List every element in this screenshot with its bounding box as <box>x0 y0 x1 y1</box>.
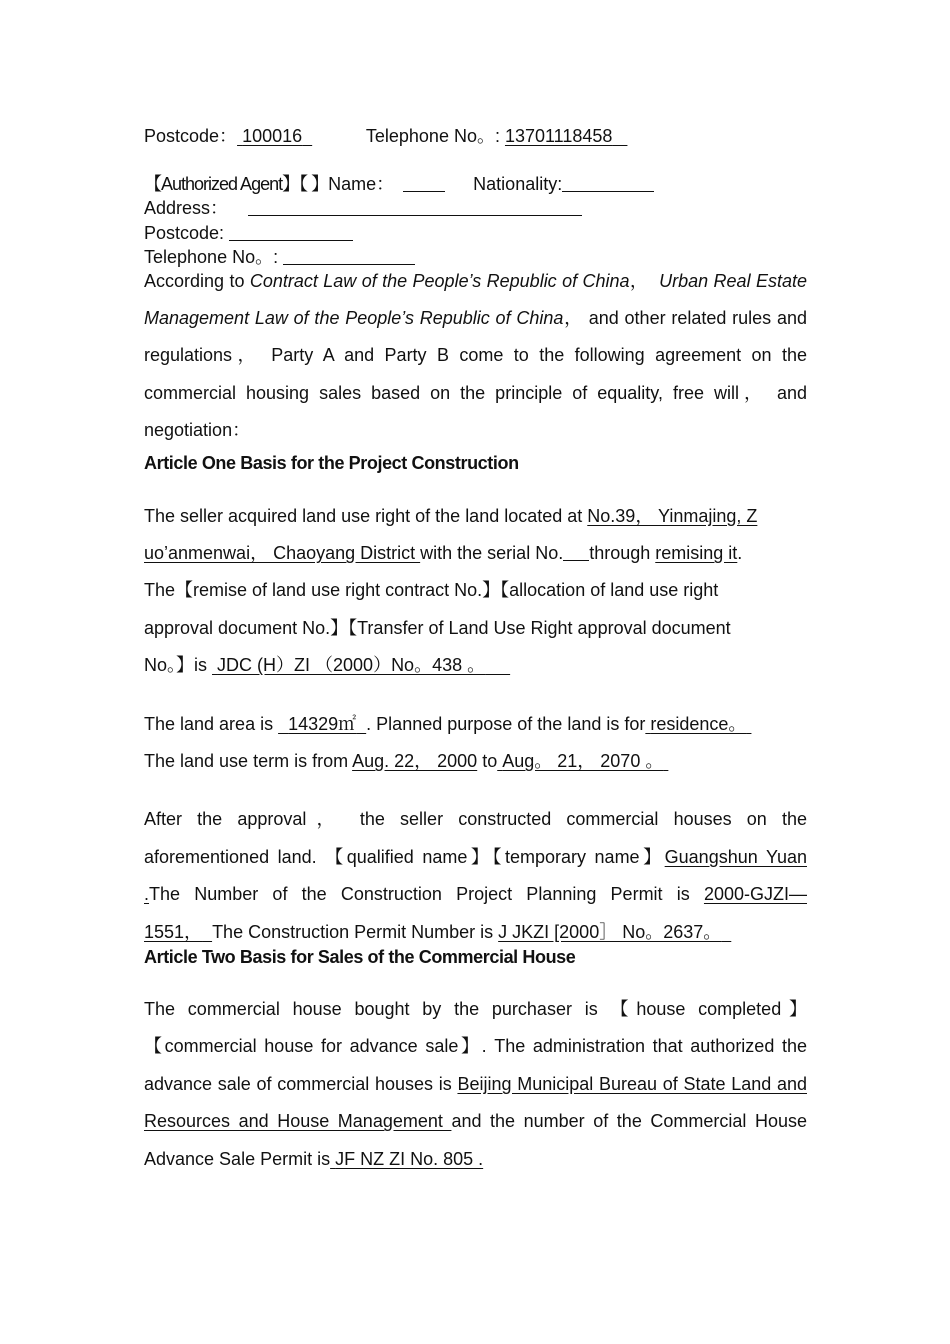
agent-name-line <box>144 172 807 197</box>
a1p3-text-2: The Number of the Construction Project Planning Permit is <box>149 884 704 905</box>
real-estate-law-title: Urban Real Estate Management Law of the People’s Republic of China <box>144 270 807 328</box>
intro-text-2: ， <box>629 270 649 291</box>
postcode-label: Postcode： <box>144 126 238 146</box>
a2-text-2: and the number of the Commercial House Advance Sale Permit is <box>144 1111 808 1169</box>
a1-line-2 <box>144 535 807 572</box>
agent-postcode-field[interactable] <box>229 222 353 241</box>
a1p3-text-1: After the approval， the seller constructed commercial houses on the aforementioned land. 【qualified name】【temporary name】 <box>144 809 807 867</box>
land-term-label: The land use term is from <box>144 750 353 771</box>
a2-text-1: The commercial house bought by the purchaser is 【house completed】【commercial house for advance sale】. The administration that authorized the advance sale of commercial houses is <box>144 999 807 1094</box>
agent-block <box>144 172 807 270</box>
article-one-para-3 <box>144 801 807 951</box>
advance-sale-permit-number: JF NZ ZI No. 805 . <box>335 1148 484 1169</box>
telephone-label: Telephone No。: <box>365 126 505 146</box>
agent-nationality-field[interactable] <box>562 173 654 192</box>
agent-address-field[interactable] <box>248 197 582 216</box>
article-two-para-1 <box>144 991 807 1178</box>
intro-text-1: According to <box>144 270 250 291</box>
a1-line-5 <box>144 647 807 684</box>
project-name: Guangshun Yuan . <box>144 846 807 905</box>
article-one-para-2 <box>144 706 807 781</box>
agent-address-label: Address： <box>144 198 229 218</box>
land-location-part-2: uo’anmenwai， Chaoyang District <box>144 542 421 563</box>
article-two-title: Article Two Basis for Sales of the Commercial House <box>144 947 576 967</box>
a1p2-line-2 <box>144 743 807 780</box>
agent-nationality-label: Nationality: <box>473 173 563 194</box>
agent-postcode-line <box>144 221 807 246</box>
a1-text-2: with the serial No. <box>420 542 564 563</box>
article-one-para-1 <box>144 498 807 685</box>
construction-permit-number: J JKZI [2000］ No。2637。 <box>498 921 722 942</box>
land-term-to: Aug。 21， 2070 。 <box>502 750 664 771</box>
planning-permit-number: 2000-GJZI—1551， <box>144 884 807 942</box>
authorizing-administration: Beijing Municipal Bureau of State Land and Resources and House Management <box>144 1073 807 1132</box>
agent-address-line <box>144 196 807 221</box>
a1-text-1: The seller acquired land use right of the land located at <box>144 505 588 526</box>
party-contact-line <box>144 124 807 149</box>
a1-text-3: through <box>589 542 656 563</box>
serial-no-field[interactable] <box>563 542 589 561</box>
contract-page <box>144 120 807 1178</box>
land-term-from: Aug. 22， 2000 <box>352 750 478 771</box>
agent-name-field[interactable] <box>403 173 445 192</box>
contract-law-title: Contract Law of the People’s Republic of China <box>249 270 630 291</box>
article-one-title: Article One Basis for the Project Construction <box>144 452 519 473</box>
a1p2-line-1 <box>144 706 807 743</box>
a1-text-5: No。】is <box>144 655 213 676</box>
intro-text-3: ， and other related rules and regulations， Party A and Party B come to the following agreement on the commercial housing sales based on the principle of equality, free will， and negotiation： <box>144 307 807 441</box>
document-number: JDC (H）ZI （2000）No。438 。 <box>217 655 486 676</box>
a1-text-4: . <box>737 542 743 563</box>
telephone-value: 13701118458 <box>504 126 613 146</box>
land-area-value: 14329㎡ <box>288 713 357 734</box>
agent-bracket-label: 【Authorized Agent】【 】 <box>144 173 329 194</box>
postcode-value: 100016 <box>242 126 303 146</box>
a1p3-text-3: The Construction Permit Number is <box>212 921 499 942</box>
land-term-to-label: to <box>477 750 498 771</box>
a1-line-4: approval document No.】【Transfer of Land Use Right approval document <box>144 617 731 638</box>
agent-postcode-label: Postcode: <box>144 222 230 243</box>
land-location-part-1: No.39， Yinmajing, Z <box>587 505 758 526</box>
land-area-label: The land area is <box>144 713 279 734</box>
a1-line-1 <box>144 498 807 535</box>
intro-paragraph <box>144 263 807 450</box>
land-purpose-label: . Planned purpose of the land is for <box>366 713 646 734</box>
a1-line-3: The【remise of land use right contract No.】【allocation of land use right <box>144 580 719 601</box>
agent-name-label: Name： <box>328 173 395 194</box>
agent-telephone-label: Telephone No。: <box>144 247 284 267</box>
acquire-method: remising it <box>655 542 738 563</box>
land-purpose-value: residence。 <box>650 713 747 734</box>
